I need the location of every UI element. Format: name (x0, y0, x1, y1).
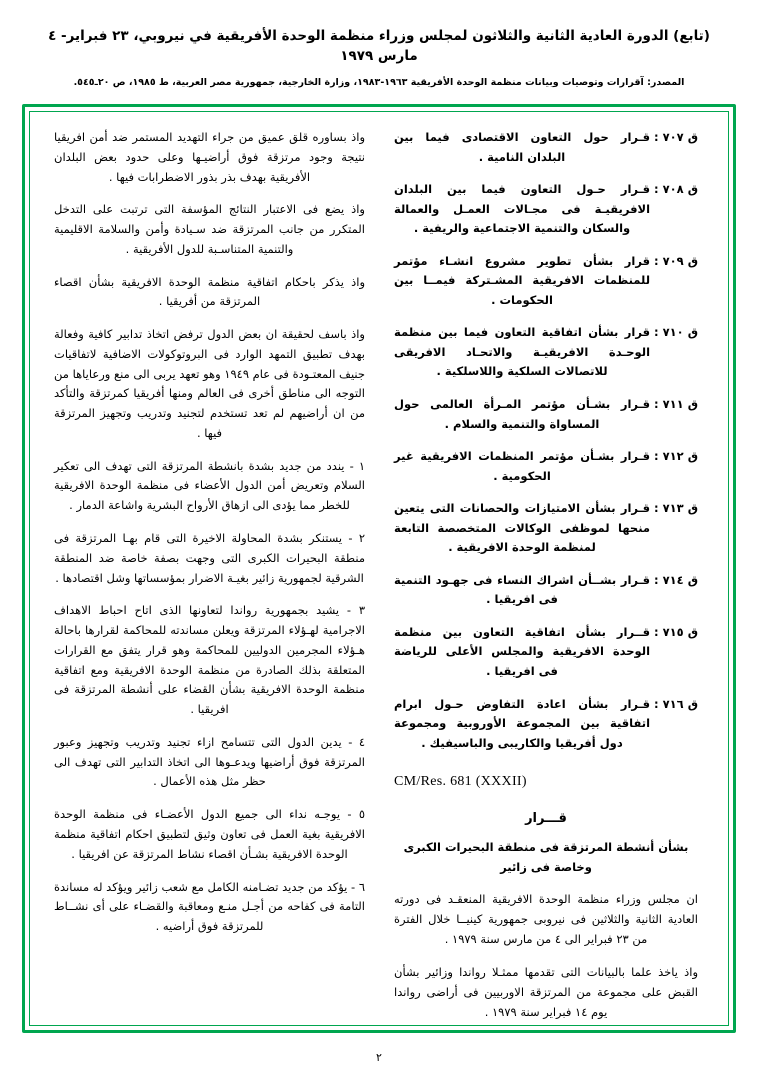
resolution-number: ق ٧١٤ (662, 572, 698, 587)
decision-title: قـــرار (525, 810, 567, 826)
resolution-colon: : (654, 253, 659, 268)
resolution-colon: : (654, 501, 659, 516)
resolution-text: قـرار بشــأن اشراك النساء فى جهـود التنمية فى افريقيا . (394, 572, 651, 607)
resolution-text: قـرار حـول التعاون فيما بين البلدان الافريقيـة فى مجـالات العمـل والعمالة والسكان والتنمية الاجتماعية والريفية . (394, 182, 651, 236)
resolution-colon: : (654, 325, 659, 340)
resolution-entry (394, 323, 698, 382)
decision-subtitle: بشأن أنشطة المرتزقة فى منطقة البحيرات الكبرى وخاصة فى زائير (403, 839, 689, 875)
resolution-number: ق ٧١١ (662, 397, 698, 412)
body-paragraph: واذ بساوره قلق عميق من جراء التهديد المستمر ضد أمن افريقيا نتيجة وجود مرتزقة فوق أراضيـها وعلى حدود بعض البلدان الأفريقية بهدف بذر بذور الاضطرابات فيها . (54, 130, 365, 184)
header-title: (تابع) الدورة العادية الثانية والثلاثون لمجلس وزراء منظمة الوحدة الأفريقية في نيروبي، ٢٣ فبراير- ٤ مارس ١٩٧٩ (48, 28, 710, 65)
resolution-text: قــرار بشأن اتفاقية التعاون بين منظمة الوحدة الافريقية والمجلس الأعلى للرياضة فى افريقيا . (394, 624, 651, 679)
resolution-colon: : (654, 696, 659, 711)
resolution-entry (394, 395, 698, 434)
resolution-text: قرار بشأن اتفاقية التعاون فيما بين منظمة الوحـدة الافريقيـة والاتحـاد الافريقى للاتصالات السلكية واللاسلكية . (394, 325, 651, 379)
resolution-entry (394, 623, 698, 682)
resolution-number: ق ٧١٦ (662, 696, 698, 711)
content-frame (22, 104, 736, 1033)
resolution-entry (394, 695, 698, 754)
body-paragraph: ٢ - يستنكر بشدة المحاولة الاخيرة التى قام بهـا المرتزقة فى منطقة البحيرات الكبرى التى وجهت بصفة خاصة ضد المنطقة الشرقية لجمهورية زائير بغيـة الاضرار بمؤسساتها وشل اقتصادها . (54, 531, 365, 585)
resolution-text: قـرار بشأن اعادة التفاوض حـول ابرام اتفاقية بين المجموعة الأوروبية ومجموعة دول أفريقيا والكاريبى والباسيفيك . (394, 696, 651, 750)
decision-paragraph: واذ ياخذ علما بالبيانات التى تقدمها ممثـلا رواندا وزائير بشأن القبض على مجموعة من المرتزقة الاوربيين فى أراضى رواندا يوم ١٤ فبراير سنة ١٩٧٩ . (394, 964, 698, 1019)
left-column (44, 122, 379, 1015)
resolution-entry (394, 499, 698, 558)
resolution-entry (394, 447, 698, 486)
resolution-colon: : (654, 182, 659, 197)
resolution-number: ق ٧٠٨ (662, 182, 698, 197)
resolution-entry (394, 128, 698, 167)
page-number: ٢ (376, 1051, 382, 1064)
resolution-number: ق ٧١٥ (662, 624, 698, 639)
resolution-colon: : (654, 624, 659, 639)
resolution-number: ق ٧٠٩ (662, 253, 698, 268)
body-paragraph: ٥ - يوجـه نداء الى جميع الدول الأعضـاء فى منظمة الوحدة الافريقية بغية العمل فى تعاون وثيق لتطبيق احكام اتفاقية منظمة الوحدة الافريقية بشـأن اقصاء نشاط المرتزقة عن افريقيا . (54, 807, 365, 861)
resolution-text: قرار بشأن تطوير مشروع انشـاء مؤتمر للمنظمات الافريقية المشـتركة فيمــا بين الحكومات . (394, 253, 651, 307)
resolution-entry (394, 180, 698, 239)
resolution-entry (394, 571, 698, 610)
resolution-text: قـرار بشـأن مؤتمر المنظمات الافريقية غير الحكومية . (394, 449, 651, 483)
resolution-colon: : (654, 397, 659, 412)
resolution-number: ق ٧١٠ (662, 325, 698, 340)
resolution-colon: : (654, 130, 659, 144)
resolution-number: ق ٧١٣ (662, 501, 698, 516)
body-paragraph: ١ - يندد من جديد بشدة بانشطة المرتزقة التى تهدف الى تعكير السلام وتعريض أمن الدول الأعضاء فى منظمة الوحدة الافريقية للخطر مما يؤدى الى ازهاق الأرواح البشرية واشاعة الدمار . (54, 458, 365, 513)
body-paragraph: ٣ - يشيد بجمهورية رواندا لتعاونها الذى اتاح احباط الاهداف الاجرامية لهـؤلاء المرتزقة ويعلن مساندته للمحاكمة لقرارها باحالة هـؤلاء المجرمين الدوليين للمحاكمة وهو قرار يتفق مع القرارات المتعلقة بذلك الصادرة من منظمة الوحدة الافريقية ومع اتفاقية منظمة الوحدة الافريقية بشأن القضاء على أنشطة المرتزقة فى افريقيا . (54, 603, 365, 717)
resolution-colon: : (654, 572, 659, 587)
body-paragraph: واذ يضع فى الاعتبار النتائج المؤسفة التى ترتبت على التدخل المتكرر من جانب المرتزقة ضد سـيادة وأمن والسلامة الاقليمية والتنمية المتناسـبة للدول الأفريقية . (54, 202, 365, 256)
resolution-text: قـرار حول التعاون الاقتصادى فيما بين البلدان النامية . (394, 130, 651, 164)
decision-paragraph: ان مجلس وزراء منظمة الوحدة الافريقية المنعقـد فى دورته العادية الثانية والثلاثين فى نيروبى جمهورية كينيــا خلال الفترة من ٢٣ فبراير الى ٤ من مارس سنة ١٩٧٩ . (394, 892, 698, 947)
resolution-number: ق ٧١٢ (662, 449, 698, 464)
body-paragraph: ٦ - يؤكد من جديد تضـامنه الكامل مع شعب زائير ويؤكد له مساندة التامة فى كفاحه من أجـل منـع ومعاقبة والقضـاء على أى نشــاط للمرتزقة فوق أراضيه . (54, 879, 365, 934)
resolution-text: قـرار بشـأن مؤتمر المـرأة العالمى حول المساواة والتنمية والسلام . (394, 397, 651, 431)
header-source: المصدر: آقرارات وتوصيات وبيانات منظمة الوحدة الأفريقية ١٩٦٣-١٩٨٣، وزارة الخارجية، جمهورية مصر العربية، ط ١٩٨٥، ص ٢٠ـ٥٤٥. (73, 76, 685, 88)
resolution-code: CM/Res. 681 (XXXII) (394, 774, 527, 790)
body-paragraph: ٤ - يدين الدول التى تتسامح ازاء تجنيد وتدريب وتجهيز وعبور المرتزقة فوق أراضيها ويدعـوها الى اتخاذ التدابير التى تهدف الى حظر مثل هذه الأعمال . (54, 734, 365, 789)
content-frame-inner (29, 111, 729, 1026)
page-header (0, 0, 758, 89)
resolution-colon: : (654, 449, 659, 464)
resolution-text: قـرار بشأن الامتيازات والحصانات التى يتعين منحها لموظفى الوكالات المتخصصة التابعة لمنظمة الوحدة الافريقية . (394, 501, 651, 555)
resolution-entry (394, 252, 698, 311)
body-paragraph: واذ يذكر باحكام اتفاقية منظمة الوحدة الافريقية بشأن اقصاء المرتزقة من أفريقيا . (54, 274, 365, 309)
right-column (379, 122, 714, 1019)
body-paragraph: واذ باسف لحقيقة ان بعض الدول ترفض اتخاذ تدابير كافية وفعالة بهدف تطبيق التمهد الوارد فى البروتوكولات الاضافية لاتفاقيات جنيف المعتـودة فى عام ١٩٤٩ وهو تعهد يربى الى منع ورعاياها من التوجه الى مناطق أخرى فى العالم ومنها أفريقيا كمرتزقة والتأكد من ان أراضيهم لم تعد تستخدم لتجنيد وتدريب وتجهيز المرتزقة فيها . (54, 327, 365, 440)
resolution-number: ق ٧٠٧ (662, 130, 698, 144)
